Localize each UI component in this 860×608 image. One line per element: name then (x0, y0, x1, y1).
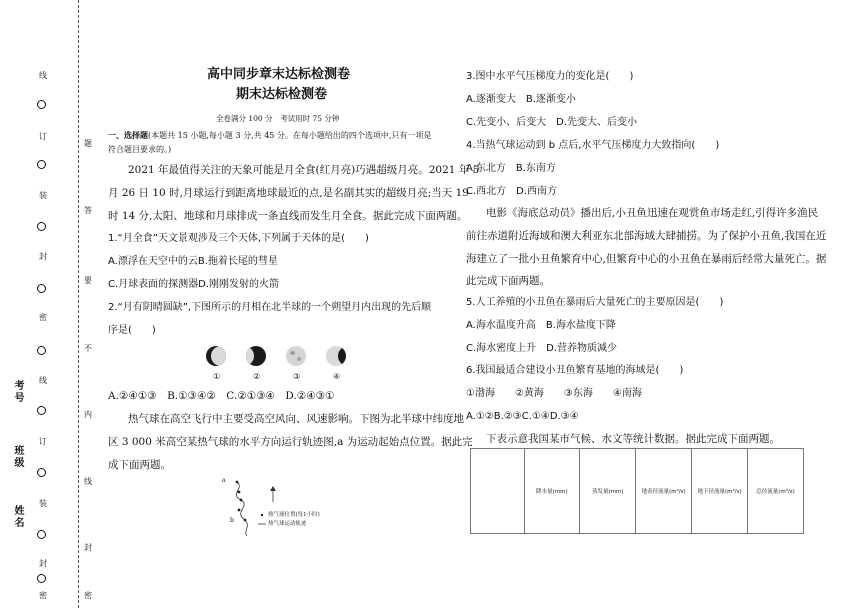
seal-char: 密 (39, 313, 47, 322)
passage-line: 下表示意我国某市气候、水文等统计数据。据此完成下面两题。 (486, 433, 780, 445)
seal-char: 线 (39, 376, 47, 385)
passage-line: 2021 年最值得关注的天象可能是月全食(红月亮)巧遇超级月亮。2021 年 5 (128, 164, 480, 176)
question-1-options-ab: A.漂浮在天空中的云B.拖着长尾的彗星 (108, 256, 278, 267)
question-4-options-ab: A.东北方 B.东南方 (466, 163, 556, 174)
binding-hole (37, 574, 46, 583)
question-3-options-ab: A.逐渐变大 B.逐渐变小 (466, 94, 576, 105)
binding-hole (37, 406, 46, 415)
question-5-options-cd: C.海水密度上升 D.营养物质减少 (466, 343, 618, 354)
passage-line: 时 14 分,太阳、地球和月球排成一条直线而发生月全食。据此完成下面两题。 (108, 210, 468, 222)
question-4-stem: 4.当热气球运动到 b 点后,水平气压梯度力大致指向( ) (466, 140, 720, 151)
binding-hole (37, 160, 46, 169)
seal-char: 装 (39, 499, 47, 508)
passage-line: 热气球在高空飞行中主要受高空风向、风速影响。下图为北半球中纬度地 (128, 413, 464, 425)
table-row (471, 449, 804, 534)
table-header-cell: 总径流量(m³/s) (748, 449, 804, 534)
section-instructions-cont: 符合题目要求的。) (108, 145, 172, 154)
table-header-cell (471, 449, 525, 534)
moon-label: ② (253, 372, 261, 381)
legend-balloon-position: 热气球位置(每1小时) (268, 512, 320, 518)
binding-hole (37, 284, 46, 293)
binding-hole (37, 222, 46, 231)
question-5-stem: 5.人工养殖的小丑鱼在暴雨后大量死亡的主要原因是( ) (466, 297, 724, 308)
question-5-options-ab: A.海水温度升高 B.海水盐度下降 (466, 320, 616, 331)
seal-line (78, 0, 79, 608)
seal-char: 线 (84, 477, 92, 486)
seal-char: 装 (39, 191, 47, 200)
passage-line: 此完成下面两题。 (466, 275, 550, 287)
question-1-stem: 1.“月全食”天文景观涉及三个天体,下列属于天体的是( ) (108, 233, 369, 244)
moon-phase-2 (246, 346, 266, 366)
climate-data-table (470, 448, 804, 534)
binding-margin (0, 0, 95, 608)
question-3-options-cd: C.先变小、后变大 D.先变大、后变小 (466, 117, 638, 128)
seal-char: 封 (84, 543, 92, 552)
table-header-cell: 蒸发量(mm) (580, 449, 636, 534)
section-heading: 一、选择题 (108, 130, 148, 140)
moon-label: ① (213, 372, 221, 381)
balloon-trajectory-figure (215, 478, 335, 538)
point-a-label: a (222, 477, 226, 484)
passage-line: 月 26 日 10 时,月球运行到距离地球最近的点,是名副其实的超级月亮;当天 19 (108, 187, 469, 199)
exam-meta: 全卷满分 100 分 考试用时 75 分钟 (216, 114, 340, 123)
binding-hole (37, 100, 46, 109)
passage-line: 海建立了一批小丑鱼繁育中心,但繁育中心的小丑鱼在暴雨后经常大量死亡。据 (466, 253, 827, 265)
seal-char: 不 (84, 344, 92, 353)
question-6-options: A.①②B.②③C.①④D.③④ (466, 411, 579, 422)
seal-char: 内 (84, 410, 92, 419)
table-header-cell: 降水量(mm) (524, 449, 580, 534)
passage-line: 前往赤道附近海域和澳大利亚东北部海域大肆捕捞。为了保护小丑鱼,我国在近 (466, 230, 827, 242)
question-6-items: ①渤海 ②黄海 ③东海 ④南海 (466, 388, 642, 399)
moon-label: ③ (293, 372, 301, 381)
seal-char: 要 (84, 276, 92, 285)
table-header-cell: 地表径流量(m³/s) (636, 449, 692, 534)
seal-char: 封 (39, 559, 47, 568)
seal-char: 题 (84, 139, 92, 148)
moon-label: ④ (333, 372, 341, 381)
passage-line: 电影《海底总动员》播出后,小丑鱼迅速在观赏鱼市场走红,引得许多渔民 (486, 207, 819, 219)
class-label: 班级 (12, 445, 23, 469)
exam-subtitle: 期末达标检测卷 (236, 87, 328, 102)
question-2-stem: 2.“月有阴晴圆缺”,下图所示的月相在北半球的一个朔望月内出现的先后顺 (108, 302, 432, 313)
question-3-stem: 3.图中水平气压梯度力的变化是( ) (466, 71, 634, 82)
moon-phase-1 (206, 346, 226, 366)
question-1-options-cd: C.月球表面的探测器D.刚刚发射的火箭 (108, 279, 280, 290)
question-2-stem-cont: 序是( ) (108, 325, 156, 336)
seal-char: 线 (39, 71, 47, 80)
seal-char: 密 (39, 591, 47, 600)
section-instructions: 一、选择题(本题共 15 小题,每小题 3 分,共 45 分。在每小题给出的四个选项中,只有一项是 (108, 130, 432, 140)
seal-char: 密 (84, 591, 92, 600)
seal-char: 订 (39, 132, 47, 141)
passage-line: 区 3 000 米高空某热气球的水平方向运行轨迹图,a 为运动起始点位置。据此完 (108, 436, 473, 448)
moon-phase-4 (326, 346, 346, 366)
binding-hole (37, 468, 46, 477)
seal-char: 答 (84, 206, 92, 215)
moon-phase-3 (286, 346, 306, 366)
binding-hole (37, 530, 46, 539)
passage-line: 成下面两题。 (108, 459, 171, 471)
question-6-stem: 6.我国最适合建设小丑鱼繁育基地的海域是( ) (466, 365, 684, 376)
name-label: 姓名 (12, 505, 23, 529)
exam-number-label: 考号 (12, 380, 23, 404)
point-b-label: b (230, 517, 234, 524)
question-4-options-cd: C.西北方 D.西南方 (466, 186, 558, 197)
table-header-cell: 地下径流量(m³/s) (692, 449, 748, 534)
binding-hole (37, 346, 46, 355)
legend-balloon-path: 热气球运动轨迹 (268, 521, 307, 527)
seal-char: 封 (39, 252, 47, 261)
question-2-options: A.②④①③ B.①③④② C.②①③④ D.②④③① (108, 390, 335, 402)
seal-char: 订 (39, 437, 47, 446)
exam-title: 高中同步章末达标检测卷 (207, 67, 351, 82)
